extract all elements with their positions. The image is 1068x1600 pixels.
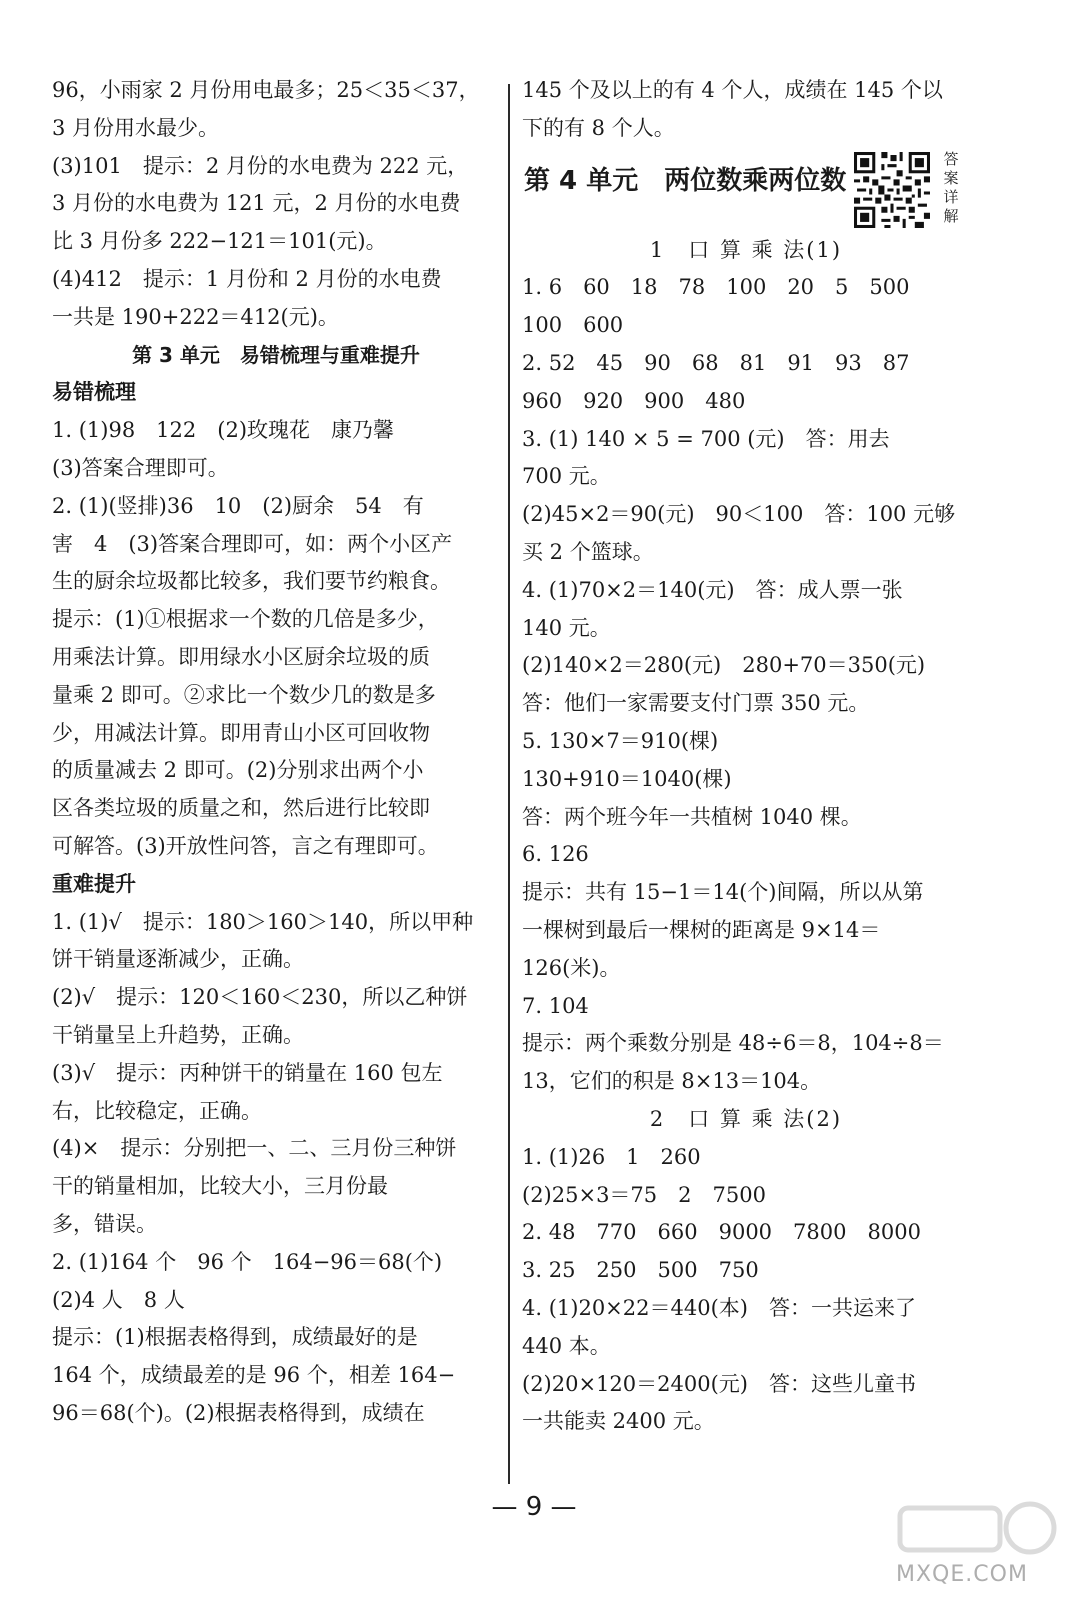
text-line: 1. 6 60 18 78 100 20 5 500 [522,275,910,300]
text-line: (2)25×3＝75 2 7500 [522,1182,766,1207]
text-line: 6. 126 [522,842,589,867]
text-line: (4)× 提示：分别把一、二、三月份三种饼 [52,1136,457,1161]
text-line: 干销量呈上升趋势，正确。 [52,1022,304,1047]
text-line: 3. (1) 140 × 5 = 700 (元) 答：用去 [522,426,890,451]
text-line: 5. 130×7＝910(棵) [522,728,719,753]
right-top-continuation [522,72,970,148]
text-line: (2)20×120＝2400(元) 答：这些儿童书 [522,1371,916,1396]
text-line: 2. 48 770 660 9000 7800 8000 [522,1220,921,1245]
text-line: 3 月份用水最少。 [52,115,220,140]
text-line: 440 本。 [522,1333,611,1358]
text-line: 140 元。 [522,615,611,640]
text-line: (3)答案合理即可。 [52,455,229,480]
section-heading: 重难提升 [52,871,136,896]
unit-4-header [522,148,970,232]
text-line: 提示：两个乘数分别是 48÷6＝8，104÷8＝ [522,1031,944,1056]
page-number: — 9 — [491,1492,577,1522]
text-line: 13，它们的积是 8×13＝104。 [522,1069,822,1094]
text-line: 可解答。(3)开放性问答，言之有理即可。 [52,833,439,858]
text-line: (3)√ 提示：丙种饼干的销量在 160 包左 [52,1060,443,1085]
unit-4-title: 第 4 单元 两位数乘两位数 [524,165,847,196]
text-line: 右，比较稳定，正确。 [52,1098,262,1123]
text-line: 答：他们一家需要支付门票 350 元。 [522,691,870,716]
section-heading: 1 口 算 乘 法(1) [649,237,843,262]
text-line: 的质量减去 2 即可。(2)分别求出两个小 [52,758,424,783]
text-line: (4)412 提示：1 月份和 2 月份的水电费 [52,266,442,291]
text-line: 2. (1)(竖排)36 10 (2)厨余 54 有 [52,493,424,518]
text-line: 2. (1)164 个 96 个 164−96＝68(个) [52,1249,443,1274]
text-line: 一共是 190+222＝412(元)。 [52,304,339,329]
watermark-text: MXQE.COM [896,1562,1028,1587]
text-line: 生的厨余垃圾都比较多，我们要节约粮食。 [52,569,451,594]
text-line: 700 元。 [522,464,611,489]
text-line: 一棵树到最后一棵树的距离是 9×14＝ [522,917,881,942]
text-line: 4. (1)70×2＝140(元) 答：成人票一张 [522,577,903,602]
text-line: 饼干销量逐渐减少，正确。 [52,947,304,972]
text-line: 126(米)。 [522,955,621,980]
text-line: 区各类垃圾的质量之和，然后进行比较即 [52,796,430,821]
text-line: 买 2 个篮球。 [522,539,654,564]
section-heading: 2 口 算 乘 法(2) [649,1106,843,1131]
text-line: (3)101 提示：2 月份的水电费为 222 元， [52,153,469,178]
right-main-content [522,232,970,1442]
left-column [52,72,500,1433]
text-line: 96＝68(个)。(2)根据表格得到，成绩在 [52,1400,425,1425]
text-line: 干的销量相加，比较大小，三月份最 [52,1174,388,1199]
text-line: 一共能卖 2400 元。 [522,1409,715,1434]
text-line: 1. (1)98 122 (2)玫瑰花 康乃馨 [52,418,395,443]
text-line: 答：两个班今年一共植树 1040 棵。 [522,804,862,829]
text-line: 量乘 2 即可。②求比一个数少几的数是多 [52,682,436,707]
text-line: 4. (1)20×22＝440(本) 答：一共运来了 [522,1295,916,1320]
text-line: (2)140×2＝280(元) 280+70＝350(元) [522,653,926,678]
text-line: 960 920 900 480 [522,388,746,413]
text-line: 下的有 8 个人。 [522,115,675,140]
text-line: 比 3 月份多 222−121＝101(元)。 [52,229,387,254]
text-line: 3. 25 250 500 750 [522,1258,759,1283]
text-line: 1. (1)√ 提示：180＞160＞140，所以甲种 [52,909,474,934]
text-line: 提示：(1)根据表格得到，成绩最好的是 [52,1325,418,1350]
text-line: (2)√ 提示：120＜160＜230，所以乙种饼 [52,985,468,1010]
text-line: 130+910＝1040(棵) [522,766,732,791]
text-line: 3 月份的水电费为 121 元，2 月份的水电费 [52,191,461,216]
text-line: (2)45×2＝90(元) 90＜100 答：100 元够 [522,502,956,527]
text-line: 96，小雨家 2 月份用电最多；25＜35＜37， [52,78,480,102]
section-heading: 易错梳理 [52,380,136,405]
text-line: 100 600 [522,313,624,338]
text-line: 164 个，成绩最差的是 96 个，相差 164− [52,1363,456,1388]
right-column [522,72,970,1441]
column-divider [508,84,510,1484]
section-heading: 第 3 单元 易错梳理与重难提升 [132,342,420,367]
text-line: 1. (1)26 1 260 [522,1144,701,1169]
text-line: 害 4 (3)答案合理即可，如：两个小区产 [52,531,453,556]
text-line: 145 个及以上的有 4 个人，成绩在 145 个以 [522,78,943,102]
qr-code-icon [854,152,930,228]
text-line: 多，错误。 [52,1211,157,1236]
text-line: 提示：共有 15−1＝14(个)间隔，所以从第 [522,880,924,905]
qr-side-label: 答案详解 [943,149,959,225]
text-line: 2. 52 45 90 68 81 91 93 87 [522,350,910,375]
text-line: 提示：(1)①根据求一个数的几倍是多少， [52,607,439,632]
text-line: 用乘法计算。即用绿水小区厨余垃圾的质 [52,644,430,669]
text-line: (2)4 人 8 人 [52,1287,185,1312]
text-line: 少，用减法计算。即用青山小区可回收物 [52,720,430,745]
text-line: 7. 104 [522,993,589,1018]
